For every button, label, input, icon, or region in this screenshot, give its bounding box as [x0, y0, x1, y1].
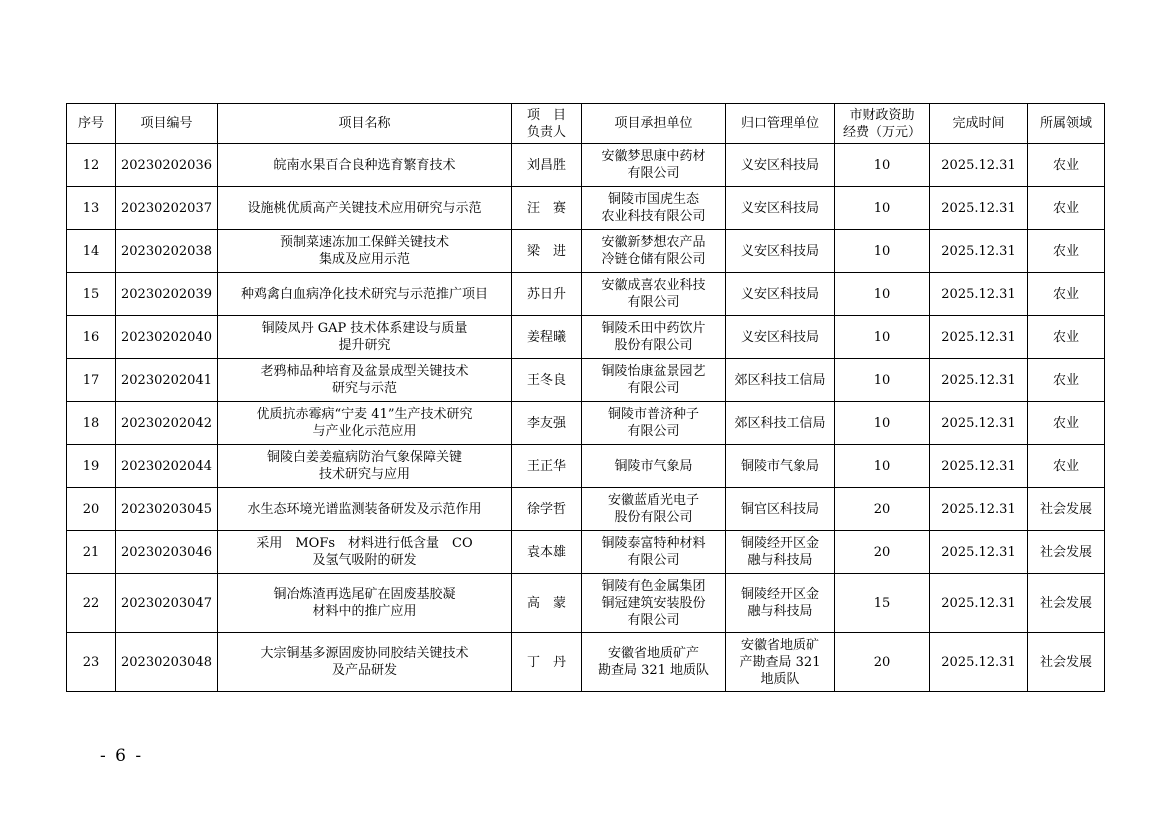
cell-project-name: 大宗铜基多源固废协同胶结关键技术 及产品研发 [218, 633, 512, 692]
cell-project-name: 优质抗赤霉病“宁麦 41”生产技术研究 与产业化示范应用 [218, 402, 512, 445]
cell-project-leader: 李友强 [512, 402, 582, 445]
cell-project-leader: 王冬良 [512, 359, 582, 402]
cell-undertaking-unit: 铜陵禾田中药饮片 股份有限公司 [582, 316, 726, 359]
cell-index: 19 [67, 445, 116, 488]
cell-project-leader: 姜程曦 [512, 316, 582, 359]
page-number: - 6 - [100, 746, 144, 766]
cell-management-unit: 铜官区科技局 [726, 488, 835, 531]
cell-project-name: 设施桃优质高产关键技术应用研究与示范 [218, 187, 512, 230]
cell-project-name: 老鸦柿品种培育及盆景成型关键技术 研究与示范 [218, 359, 512, 402]
table-row [67, 359, 1105, 402]
cell-funding: 10 [835, 316, 930, 359]
table-row [67, 230, 1105, 273]
cell-field: 农业 [1028, 445, 1105, 488]
project-table [66, 103, 1105, 692]
cell-index: 17 [67, 359, 116, 402]
table-header [67, 104, 1105, 144]
cell-project-leader: 刘昌胜 [512, 144, 582, 187]
cell-field: 农业 [1028, 144, 1105, 187]
cell-project-leader: 苏日升 [512, 273, 582, 316]
cell-management-unit: 郊区科技工信局 [726, 402, 835, 445]
cell-project-code: 20230202037 [116, 187, 218, 230]
cell-project-leader: 汪 赛 [512, 187, 582, 230]
cell-field: 农业 [1028, 359, 1105, 402]
cell-management-unit: 义安区科技局 [726, 230, 835, 273]
table-row [67, 402, 1105, 445]
header-field: 所属领域 [1028, 104, 1105, 144]
table-row [67, 187, 1105, 230]
cell-index: 23 [67, 633, 116, 692]
cell-undertaking-unit: 安徽蓝盾光电子 股份有限公司 [582, 488, 726, 531]
cell-undertaking-unit: 铜陵市普济种子 有限公司 [582, 402, 726, 445]
cell-completion-date: 2025.12.31 [930, 273, 1028, 316]
cell-project-code: 20230202038 [116, 230, 218, 273]
cell-project-name: 水生态环境光谱监测装备研发及示范作用 [218, 488, 512, 531]
cell-index: 20 [67, 488, 116, 531]
cell-project-leader: 高 蒙 [512, 574, 582, 633]
cell-project-code: 20230202040 [116, 316, 218, 359]
cell-funding: 10 [835, 273, 930, 316]
cell-project-code: 20230203047 [116, 574, 218, 633]
cell-index: 16 [67, 316, 116, 359]
header-completion-date: 完成时间 [930, 104, 1028, 144]
cell-index: 13 [67, 187, 116, 230]
cell-undertaking-unit: 铜陵市气象局 [582, 445, 726, 488]
cell-project-name: 铜冶炼渣再选尾矿在固废基胶凝 材料中的推广应用 [218, 574, 512, 633]
cell-completion-date: 2025.12.31 [930, 144, 1028, 187]
cell-project-code: 20230203048 [116, 633, 218, 692]
cell-field: 农业 [1028, 273, 1105, 316]
cell-management-unit: 郊区科技工信局 [726, 359, 835, 402]
cell-project-leader: 梁 进 [512, 230, 582, 273]
table-row [67, 488, 1105, 531]
header-project-leader: 项 目 负责人 [512, 104, 582, 144]
cell-completion-date: 2025.12.31 [930, 574, 1028, 633]
cell-project-code: 20230202036 [116, 144, 218, 187]
cell-field: 农业 [1028, 187, 1105, 230]
cell-undertaking-unit: 铜陵怡康盆景园艺 有限公司 [582, 359, 726, 402]
cell-project-code: 20230202041 [116, 359, 218, 402]
cell-completion-date: 2025.12.31 [930, 230, 1028, 273]
cell-index: 15 [67, 273, 116, 316]
cell-index: 12 [67, 144, 116, 187]
cell-completion-date: 2025.12.31 [930, 488, 1028, 531]
table-row [67, 574, 1105, 633]
cell-project-code: 20230203045 [116, 488, 218, 531]
cell-management-unit: 安徽省地质矿 产勘查局 321 地质队 [726, 633, 835, 692]
header-row [67, 104, 1105, 144]
cell-project-leader: 丁 丹 [512, 633, 582, 692]
cell-field: 农业 [1028, 230, 1105, 273]
cell-undertaking-unit: 安徽梦思康中药材 有限公司 [582, 144, 726, 187]
cell-funding: 10 [835, 402, 930, 445]
cell-funding: 20 [835, 488, 930, 531]
cell-index: 14 [67, 230, 116, 273]
table-row [67, 273, 1105, 316]
cell-completion-date: 2025.12.31 [930, 531, 1028, 574]
cell-undertaking-unit: 安徽新梦想农产品 冷链仓储有限公司 [582, 230, 726, 273]
cell-project-name: 铜陵凤丹 GAP 技术体系建设与质量 提升研究 [218, 316, 512, 359]
cell-undertaking-unit: 铜陵泰富特种材料 有限公司 [582, 531, 726, 574]
cell-funding: 10 [835, 187, 930, 230]
cell-funding: 15 [835, 574, 930, 633]
header-management-unit: 归口管理单位 [726, 104, 835, 144]
cell-management-unit: 铜陵市气象局 [726, 445, 835, 488]
cell-undertaking-unit: 铜陵有色金属集团 铜冠建筑安装股份 有限公司 [582, 574, 726, 633]
cell-completion-date: 2025.12.31 [930, 402, 1028, 445]
cell-management-unit: 铜陵经开区金 融与科技局 [726, 531, 835, 574]
cell-index: 18 [67, 402, 116, 445]
cell-index: 22 [67, 574, 116, 633]
cell-completion-date: 2025.12.31 [930, 445, 1028, 488]
cell-management-unit: 义安区科技局 [726, 316, 835, 359]
cell-field: 农业 [1028, 402, 1105, 445]
table-row [67, 445, 1105, 488]
cell-project-code: 20230202044 [116, 445, 218, 488]
cell-index: 21 [67, 531, 116, 574]
cell-management-unit: 义安区科技局 [726, 144, 835, 187]
cell-field: 社会发展 [1028, 574, 1105, 633]
cell-project-leader: 王正华 [512, 445, 582, 488]
cell-field: 社会发展 [1028, 531, 1105, 574]
cell-field: 农业 [1028, 316, 1105, 359]
header-undertaking-unit: 项目承担单位 [582, 104, 726, 144]
cell-project-code: 20230202042 [116, 402, 218, 445]
cell-project-name: 采用 MOFs 材料进行低含量 CO 及氢气吸附的研发 [218, 531, 512, 574]
header-project-name: 项目名称 [218, 104, 512, 144]
cell-project-leader: 徐学哲 [512, 488, 582, 531]
table-row [67, 633, 1105, 692]
cell-funding: 10 [835, 230, 930, 273]
cell-completion-date: 2025.12.31 [930, 187, 1028, 230]
header-project-code: 项目编号 [116, 104, 218, 144]
cell-project-name: 预制菜速冻加工保鲜关键技术 集成及应用示范 [218, 230, 512, 273]
cell-undertaking-unit: 铜陵市国虎生态 农业科技有限公司 [582, 187, 726, 230]
cell-project-name: 种鸡禽白血病净化技术研究与示范推广项目 [218, 273, 512, 316]
cell-undertaking-unit: 安徽成喜农业科技 有限公司 [582, 273, 726, 316]
cell-completion-date: 2025.12.31 [930, 359, 1028, 402]
header-index: 序号 [67, 104, 116, 144]
cell-funding: 10 [835, 359, 930, 402]
cell-funding: 20 [835, 531, 930, 574]
cell-completion-date: 2025.12.31 [930, 316, 1028, 359]
table-body [67, 144, 1105, 692]
cell-project-name: 铜陵白姜姜瘟病防治气象保障关键 技术研究与应用 [218, 445, 512, 488]
cell-project-code: 20230203046 [116, 531, 218, 574]
cell-funding: 10 [835, 144, 930, 187]
table-row [67, 144, 1105, 187]
cell-field: 社会发展 [1028, 633, 1105, 692]
cell-project-leader: 袁本雄 [512, 531, 582, 574]
cell-field: 社会发展 [1028, 488, 1105, 531]
cell-project-name: 皖南水果百合良种选育繁育技术 [218, 144, 512, 187]
cell-management-unit: 义安区科技局 [726, 273, 835, 316]
header-funding: 市财政资助 经费（万元） [835, 104, 930, 144]
cell-management-unit: 义安区科技局 [726, 187, 835, 230]
cell-project-code: 20230202039 [116, 273, 218, 316]
cell-funding: 10 [835, 445, 930, 488]
cell-management-unit: 铜陵经开区金 融与科技局 [726, 574, 835, 633]
cell-completion-date: 2025.12.31 [930, 633, 1028, 692]
cell-undertaking-unit: 安徽省地质矿产 勘查局 321 地质队 [582, 633, 726, 692]
table-row [67, 531, 1105, 574]
cell-funding: 20 [835, 633, 930, 692]
table-row [67, 316, 1105, 359]
